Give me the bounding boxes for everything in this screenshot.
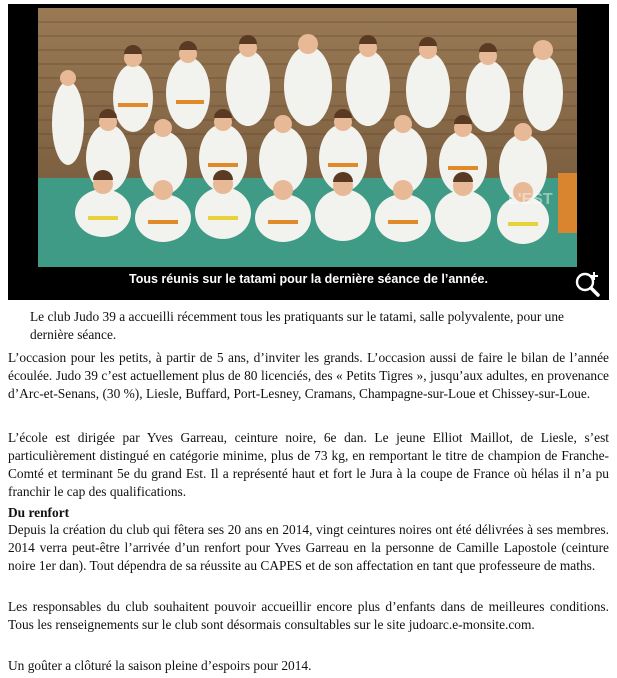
article-paragraph-1: L’occasion pour les petits, à partir de 5 ans, d’inviter les grands. L’occasion aussi de faire le bilan de l’année écoulée. Judo 39 c’est actuellement plus de 80 licenciés, des « Petits Tigres », jusqu’aux adultes, en provenance d’Arc-et-Senans, (30 %), Liesle, Buffard, Port-Lesney, Cramans, Champagne-sur-Loue et Chissey-sur-Loue. xyxy=(8,350,609,401)
zoom-in-icon[interactable] xyxy=(573,270,603,298)
article-paragraph-3: Depuis la création du club qui fêtera ses 20 ans en 2014, vingt ceintures noires ont été délivrées à ses membres. 2014 verra peut-être l’arrivée d’un renfort pour Yves Garreau en la personne de Camille Lapostole (ceinture noire 1er dan). Tout dépendra de sa réussite au CAPES et de son affectation en tant que professeure de maths. xyxy=(8,522,609,573)
article-photo-block xyxy=(8,4,609,300)
article-paragraph-2: L’école est dirigée par Yves Garreau, ceinture noire, 6e dan. Le jeune Elliot Maillot, de Liesle, s’est particulièrement distingué en catégorie minime, plus de 73 kg, en remportant le titre de champion de Franche-Comté et terminant 5e du grand Est. Il a représenté haut et fort le Jura à la coupe de France où hélas il n’a pu franchir le cap des qualifications. xyxy=(8,430,609,499)
article-paragraph-4: Les responsables du club souhaitent pouvoir accueillir encore plus d’enfants dans de meilleures conditions. Tous les renseignements sur le club sont désormais consultables sur le site judoarc.e-monsite.com. xyxy=(8,599,609,632)
article-paragraph-5: Un goûter a clôturé la saison pleine d’espoirs pour 2014. xyxy=(8,658,312,673)
photo-watermark: L'EST xyxy=(508,191,553,208)
photo-caption: Tous réunis sur le tatami pour la dernière séance de l’année. xyxy=(129,272,488,286)
article-lead: Le club Judo 39 a accueilli récemment tous les pratiquants sur le tatami, salle polyvalente, pour une dernière séance. xyxy=(30,309,564,342)
group-photo[interactable] xyxy=(38,8,577,267)
group-photo-illustration xyxy=(38,8,577,267)
article-subheading: Du renfort xyxy=(8,505,70,520)
